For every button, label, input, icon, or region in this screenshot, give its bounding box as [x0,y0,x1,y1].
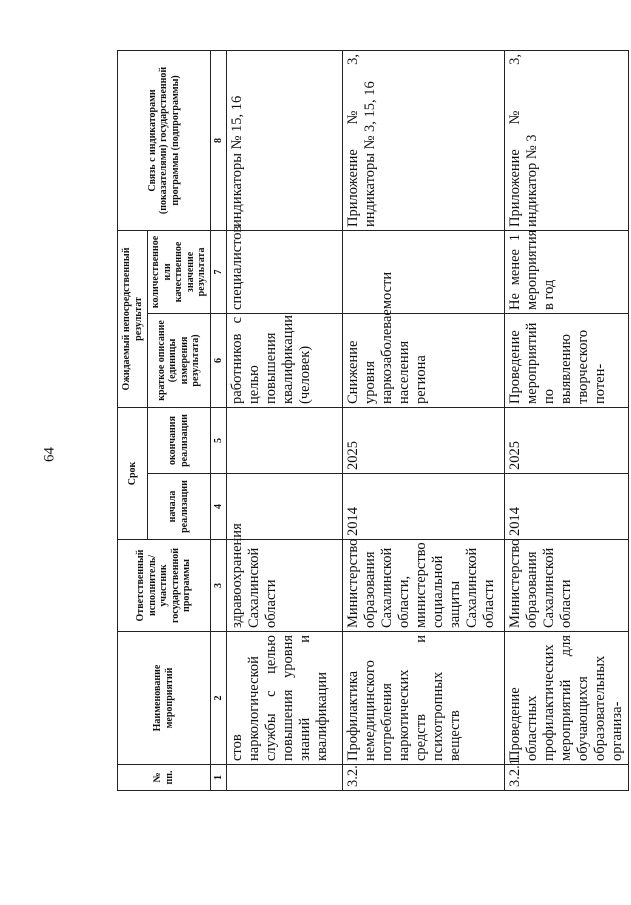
cell-indicators: индикаторы № 15, 16 [227,50,343,230]
column-number: 2 [210,632,227,765]
activities-table [117,50,629,791]
cell-executor: здравоохранения Сахалинской области [227,540,343,632]
cell-executor: Министерство образования Сахалинской области, министерство социальной защиты Сахалинской области [343,540,505,632]
header-term-start: начала реализации [148,474,211,540]
cell-name: Проведение областных профилактических мероприятий для обучающихся образовательных организа- [505,632,629,765]
cell-num: 3.2. [343,765,505,791]
cell-executor: Министерство образования Сахалинской области [505,540,629,632]
cell-start: 2014 [505,474,629,540]
column-number: 8 [210,50,227,230]
column-number: 1 [210,765,227,791]
header-name: Наименование мероприятий [118,632,211,765]
cell-num [227,765,343,791]
table-row [343,50,505,790]
header-executor: Ответственный исполнитель/ участник государственной программы [118,540,211,632]
page-number: 64 [41,447,58,462]
column-number: 7 [210,230,227,313]
column-number-row [210,50,227,790]
cell-indicators: Приложение № 3, индикаторы № 3, 15, 16 [343,50,505,230]
column-number: 5 [210,407,227,473]
cell-result-desc: Снижение уровня наркозаболеваемости населения региона [343,313,505,407]
rotated-table-container [117,51,625,791]
cell-result-qty: Не менее 1 мероприятия в год [505,230,629,313]
header-result-desc: краткое описание (единицы измерения результата) [148,313,211,407]
cell-num: 3.2.1. [505,765,629,791]
table-row [227,50,343,790]
column-number: 3 [210,540,227,632]
header-row-1 [118,50,148,790]
cell-result-qty: специалистов [227,230,343,313]
cell-name: стов наркологической службы с целью повышения уровня знаний и квалификации [227,632,343,765]
header-term: Срок [118,407,148,539]
header-num: № пп. [118,765,211,791]
cell-end [227,407,343,473]
cell-end: 2025 [343,407,505,473]
table-row [505,50,629,790]
cell-result-qty [343,230,505,313]
cell-end: 2025 [505,407,629,473]
cell-name: Профилактика немедицинского потребления наркотических средств и психотропных веществ [343,632,505,765]
column-number: 6 [210,313,227,407]
cell-result-desc: Проведение мероприятий по выявлению творческого потен- [505,313,629,407]
cell-result-desc: работников с целью повышения квалификации (человек) [227,313,343,407]
cell-indicators: Приложение № 3, индикатор № 3 [505,50,629,230]
header-indicators: Связь с индикаторами (показателями) государственной программы (подпрограммы) [118,50,211,230]
header-result-qty: количественное или качественное значение результата [148,230,211,313]
header-term-end: окончания реализации [148,407,211,473]
header-result: Ожидаемый непосредственный результат [118,230,148,407]
cell-start: 2014 [343,474,505,540]
column-number: 4 [210,474,227,540]
